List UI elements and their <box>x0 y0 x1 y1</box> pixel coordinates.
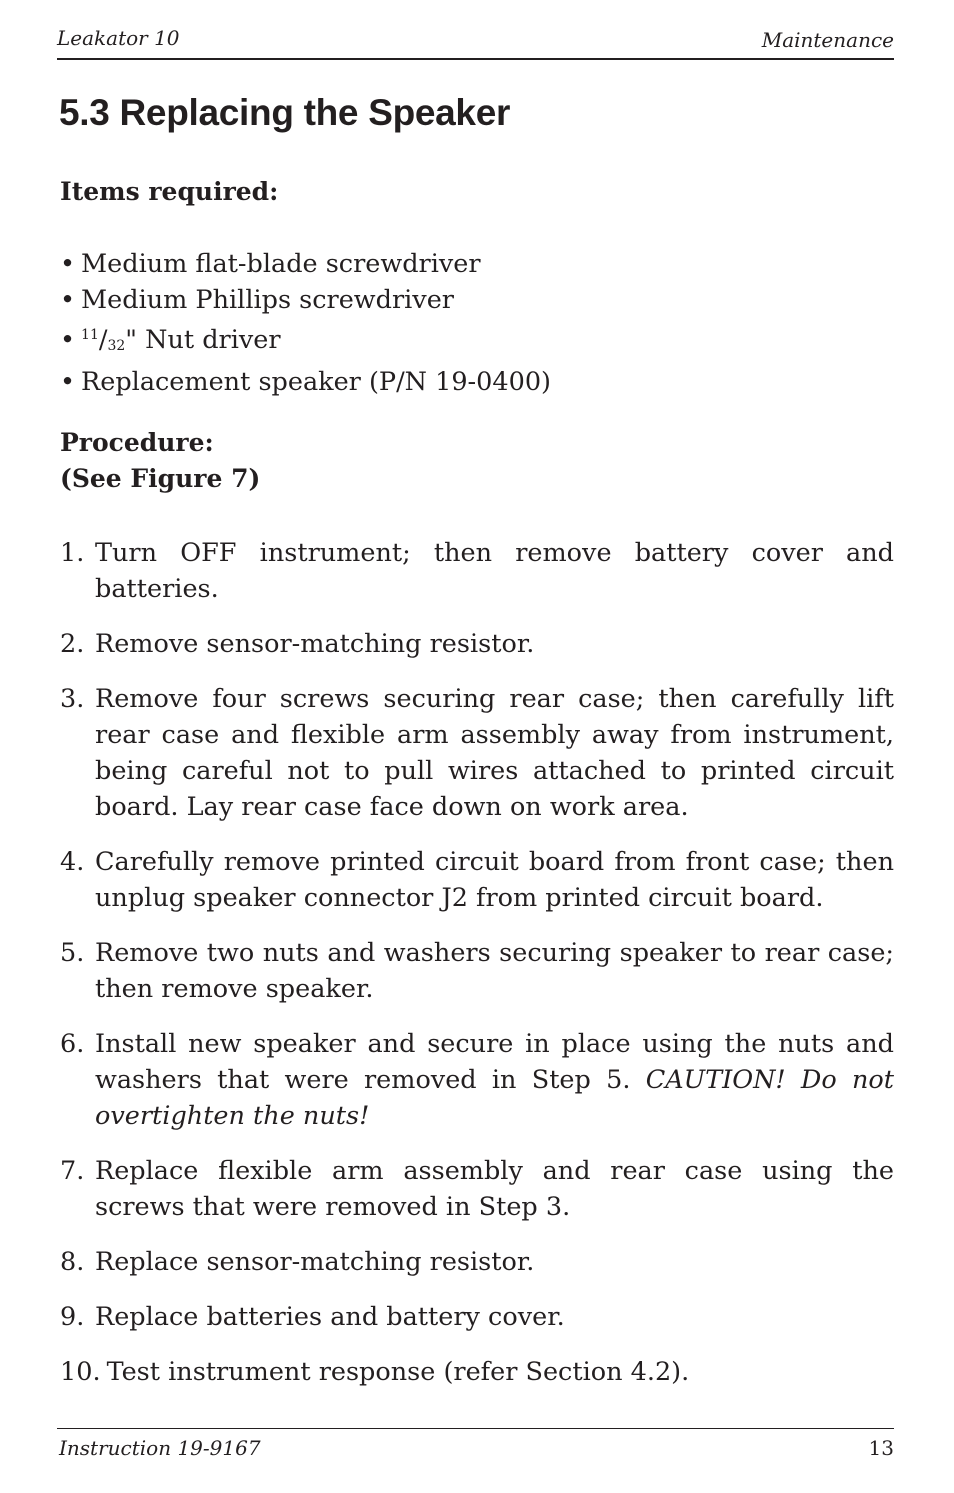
step-number: 9. <box>60 1302 85 1332</box>
header-chapter-name: Maintenance <box>761 28 894 52</box>
step-text: Replace sensor-matching resistor. <box>95 1247 535 1277</box>
list-item <box>60 318 551 365</box>
procedure-step <box>60 535 894 607</box>
page-header <box>57 24 894 60</box>
step-number: 1. <box>60 538 85 568</box>
procedure-step <box>60 935 894 1007</box>
procedure-step <box>60 1026 894 1134</box>
step-text: Replace flexible arm assembly and rear case using the screws that were removed in Step 3. <box>95 1156 894 1222</box>
step-number: 10. <box>60 1357 101 1387</box>
fraction-numerator: 11 <box>81 327 99 344</box>
list-item: • Medium Phillips screwdriver <box>60 283 551 319</box>
list-item: • Medium flat-blade screwdriver <box>60 247 551 283</box>
step-text: Install new speaker and secure in place using the nuts and washers that were removed in Step 5. <box>95 1029 894 1095</box>
step-number: 2. <box>60 629 85 659</box>
items-required-heading: Items required: <box>60 177 279 206</box>
procedure-step <box>60 1299 894 1335</box>
procedure-step <box>60 1153 894 1225</box>
footer-document-number: Instruction 19-9167 <box>59 1436 261 1460</box>
procedure-step <box>60 844 894 916</box>
step-text: Remove four screws securing rear case; then carefully lift rear case and flexible arm assembly away from instrument, being careful not to pull wires attached to printed circuit board. Lay rear case face down on work area. <box>95 684 894 822</box>
step-text: Turn OFF instrument; then remove battery cover and batteries. <box>95 538 894 604</box>
step-text: Remove two nuts and washers securing speaker to rear case; then remove speaker. <box>95 938 894 1004</box>
procedure-step <box>60 681 894 825</box>
step-number: 4. <box>60 847 85 877</box>
header-product-name: Leakator 10 <box>57 26 180 50</box>
page-number: 13 <box>868 1436 894 1460</box>
fraction-denominator: 32 <box>107 338 126 355</box>
step-number: 5. <box>60 938 85 968</box>
list-item: • Replacement speaker (P/N 19-0400) <box>60 365 551 401</box>
step-number: 3. <box>60 684 85 714</box>
step-number: 8. <box>60 1247 85 1277</box>
items-list <box>60 247 551 401</box>
step-text: Remove sensor-matching resistor. <box>95 629 535 659</box>
fraction: $^{11}/_{32}$ <box>81 325 126 356</box>
step-number: 7. <box>60 1156 85 1186</box>
procedure-heading: Procedure: <box>60 428 214 457</box>
page-footer <box>57 1428 894 1463</box>
procedure-step <box>60 1354 894 1390</box>
procedure-step <box>60 1244 894 1280</box>
list-item-text: " Nut driver <box>125 325 281 356</box>
procedure-subheading: (See Figure 7) <box>60 464 261 493</box>
step-text: Replace batteries and battery cover. <box>95 1302 565 1332</box>
procedure-steps <box>60 535 894 1409</box>
step-number: 6. <box>60 1029 85 1059</box>
procedure-step <box>60 626 894 662</box>
caution-text: CAUTION! Do not overtighten the nuts! <box>95 1065 895 1131</box>
step-text: Carefully remove printed circuit board from front case; then unplug speaker connector J2 from printed circuit board. <box>95 847 894 913</box>
section-title: 5.3 Replacing the Speaker <box>59 92 511 133</box>
step-text: Test instrument response (refer Section 4.2). <box>106 1357 690 1387</box>
